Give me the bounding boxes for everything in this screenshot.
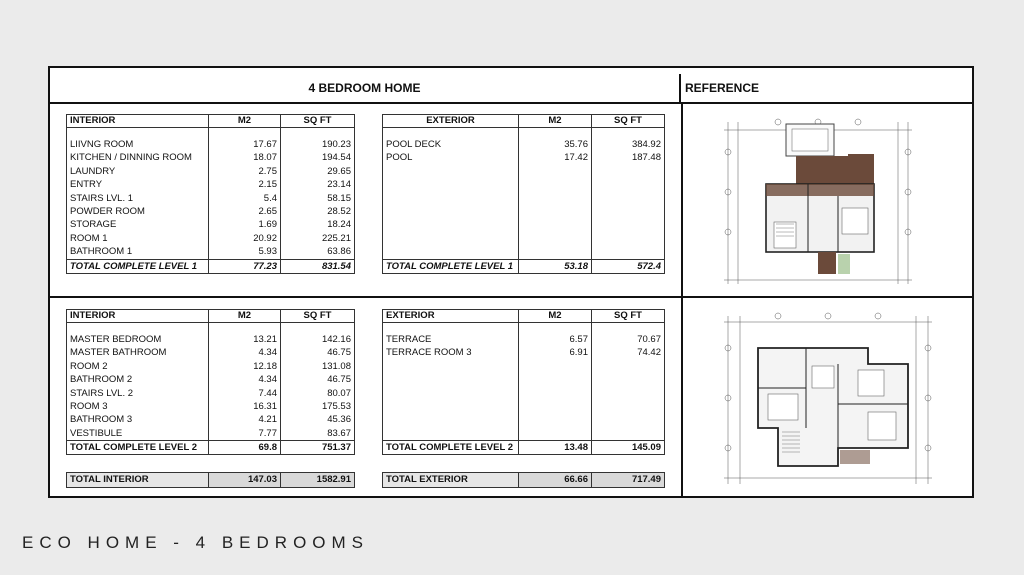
total-exterior-sqft: 717.49 bbox=[592, 473, 665, 488]
table-row-cell: 1.69 bbox=[209, 218, 281, 231]
empty-row-cell bbox=[383, 360, 519, 373]
total-exterior-m2: 66.66 bbox=[519, 473, 592, 488]
table-total-row bbox=[67, 441, 355, 455]
table-row-cell: 18.07 bbox=[209, 151, 281, 164]
table-row-cell: LAUNDRY bbox=[67, 165, 209, 178]
table-row-cell: BATHROOM 2 bbox=[67, 373, 209, 386]
empty-row-cell bbox=[592, 387, 665, 400]
table-header bbox=[383, 310, 665, 323]
table-header-cell: EXTERIOR bbox=[383, 310, 519, 323]
empty-row bbox=[383, 218, 665, 231]
empty-row-cell bbox=[383, 218, 519, 231]
table-row-cell: 4.34 bbox=[209, 346, 281, 359]
table-row-cell: STAIRS LVL. 1 bbox=[67, 192, 209, 205]
table-row bbox=[67, 360, 355, 373]
spacer-row-cell bbox=[592, 128, 665, 139]
table-row bbox=[383, 333, 665, 346]
table-row-cell: STORAGE bbox=[67, 218, 209, 231]
table-row-cell: 45.36 bbox=[281, 413, 355, 426]
table-row-cell: STAIRS LVL. 2 bbox=[67, 387, 209, 400]
table-row bbox=[67, 218, 355, 231]
table-row-cell: 7.77 bbox=[209, 427, 281, 441]
total-exterior-row bbox=[382, 472, 665, 488]
empty-row-cell bbox=[592, 205, 665, 218]
table-row-cell: 4.34 bbox=[209, 373, 281, 386]
total-interior-m2: 147.03 bbox=[209, 473, 281, 488]
spacer-row bbox=[383, 323, 665, 334]
table-total-row bbox=[383, 259, 665, 273]
empty-row-cell bbox=[592, 192, 665, 205]
table-row-cell: LIIVNG ROOM bbox=[67, 138, 209, 151]
empty-row-cell bbox=[592, 413, 665, 426]
table-row bbox=[383, 151, 665, 164]
spacer-row bbox=[67, 323, 355, 334]
spacer-row bbox=[383, 128, 665, 139]
empty-row-cell bbox=[592, 427, 665, 441]
table-row-cell: 6.57 bbox=[519, 333, 592, 346]
level-divider bbox=[50, 296, 972, 298]
empty-row bbox=[383, 205, 665, 218]
table-total-row bbox=[67, 259, 355, 273]
level1-interior-table bbox=[66, 114, 355, 274]
table-row-cell: 2.75 bbox=[209, 165, 281, 178]
table-row-cell: 13.21 bbox=[209, 333, 281, 346]
table-row bbox=[67, 138, 355, 151]
table-row-cell: BATHROOM 1 bbox=[67, 245, 209, 259]
empty-row-cell bbox=[383, 400, 519, 413]
empty-row-cell bbox=[383, 178, 519, 191]
table-header-cell: INTERIOR bbox=[67, 310, 209, 323]
empty-row-cell bbox=[592, 178, 665, 191]
empty-row bbox=[383, 413, 665, 426]
table-row-cell: 35.76 bbox=[519, 138, 592, 151]
table-header-cell: SQ FT bbox=[592, 310, 665, 323]
table-row-cell: 190.23 bbox=[281, 138, 355, 151]
empty-row-cell bbox=[519, 218, 592, 231]
table-row bbox=[67, 165, 355, 178]
table-total-row-cell: 53.18 bbox=[519, 259, 592, 273]
table-header bbox=[67, 115, 355, 128]
floor-plan-level1-image bbox=[718, 112, 918, 292]
table-row bbox=[67, 427, 355, 441]
empty-row-cell bbox=[592, 165, 665, 178]
table-row-cell: 23.14 bbox=[281, 178, 355, 191]
empty-row-cell bbox=[519, 165, 592, 178]
table-row-cell: 2.15 bbox=[209, 178, 281, 191]
table-row-cell: 58.15 bbox=[281, 192, 355, 205]
table-row bbox=[67, 387, 355, 400]
empty-row bbox=[383, 232, 665, 245]
spacer-row-cell bbox=[519, 323, 592, 334]
page-title: ECO HOME - 4 BEDROOMS bbox=[22, 533, 370, 552]
table-row-cell: 5.4 bbox=[209, 192, 281, 205]
table-header-cell: M2 bbox=[209, 310, 281, 323]
table-row bbox=[67, 178, 355, 191]
table-row bbox=[383, 346, 665, 359]
table-row-cell: ROOM 3 bbox=[67, 400, 209, 413]
empty-row-cell bbox=[383, 413, 519, 426]
table-row-cell: 70.67 bbox=[592, 333, 665, 346]
table-row-cell: 194.54 bbox=[281, 151, 355, 164]
table-row-cell: 2.65 bbox=[209, 205, 281, 218]
table-row-cell: POOL DECK bbox=[383, 138, 519, 151]
empty-row-cell bbox=[519, 232, 592, 245]
table-header-cell: M2 bbox=[209, 115, 281, 128]
table-row-cell: MASTER BATHROOM bbox=[67, 346, 209, 359]
table-total-row-cell: 69.8 bbox=[209, 441, 281, 455]
table-header-cell: M2 bbox=[519, 310, 592, 323]
table-row-cell: 12.18 bbox=[209, 360, 281, 373]
table-row-cell: 6.91 bbox=[519, 346, 592, 359]
table-row-cell: VESTIBULE bbox=[67, 427, 209, 441]
empty-row-cell bbox=[519, 245, 592, 259]
empty-row-cell bbox=[592, 232, 665, 245]
table-row-cell: 46.75 bbox=[281, 373, 355, 386]
level1-exterior-table bbox=[382, 114, 665, 274]
table-row-cell: ENTRY bbox=[67, 178, 209, 191]
table-row-cell: ROOM 1 bbox=[67, 232, 209, 245]
total-exterior-label: TOTAL EXTERIOR bbox=[383, 473, 519, 488]
table-row-cell: 20.92 bbox=[209, 232, 281, 245]
table-row-cell: MASTER BEDROOM bbox=[67, 333, 209, 346]
table-row bbox=[67, 192, 355, 205]
empty-row-cell bbox=[383, 192, 519, 205]
table-row bbox=[383, 138, 665, 151]
empty-row bbox=[383, 165, 665, 178]
level2-exterior-table bbox=[382, 309, 665, 455]
table-row-cell: 28.52 bbox=[281, 205, 355, 218]
table-total-row-cell: 572.4 bbox=[592, 259, 665, 273]
empty-row-cell bbox=[383, 232, 519, 245]
empty-row-cell bbox=[383, 387, 519, 400]
spacer-row-cell bbox=[67, 323, 209, 334]
table-row bbox=[67, 333, 355, 346]
empty-row-cell bbox=[383, 427, 519, 441]
spacer-row-cell bbox=[209, 323, 281, 334]
table-row-cell: KITCHEN / DINNING ROOM bbox=[67, 151, 209, 164]
table-total-row-cell: 145.09 bbox=[592, 441, 665, 455]
table-row-cell: ROOM 2 bbox=[67, 360, 209, 373]
spacer-row bbox=[67, 128, 355, 139]
empty-row-cell bbox=[519, 387, 592, 400]
empty-row-cell bbox=[519, 400, 592, 413]
table-row-cell: TERRACE ROOM 3 bbox=[383, 346, 519, 359]
empty-row-cell bbox=[592, 218, 665, 231]
table-row bbox=[67, 151, 355, 164]
table-total-row-cell: TOTAL COMPLETE LEVEL 1 bbox=[67, 259, 209, 273]
reference-heading: REFERENCE bbox=[681, 74, 972, 104]
table-row bbox=[67, 205, 355, 218]
empty-row bbox=[383, 387, 665, 400]
table-row-cell: 175.53 bbox=[281, 400, 355, 413]
table-header-cell: SQ FT bbox=[281, 115, 355, 128]
table-row bbox=[67, 373, 355, 386]
spacer-row-cell bbox=[281, 128, 355, 139]
table-row-cell: 384.92 bbox=[592, 138, 665, 151]
table-row-cell: 83.67 bbox=[281, 427, 355, 441]
floor-plan-level2-image bbox=[718, 308, 938, 488]
empty-row bbox=[383, 192, 665, 205]
empty-row bbox=[383, 178, 665, 191]
table-row-cell: 46.75 bbox=[281, 346, 355, 359]
table-row bbox=[67, 346, 355, 359]
table-row-cell: 17.42 bbox=[519, 151, 592, 164]
table-row-cell: 18.24 bbox=[281, 218, 355, 231]
vertical-divider bbox=[681, 104, 683, 498]
sheet-title: 4 BEDROOM HOME bbox=[50, 74, 681, 104]
empty-row-cell bbox=[592, 400, 665, 413]
table-total-row-cell: 77.23 bbox=[209, 259, 281, 273]
table-header-cell: INTERIOR bbox=[67, 115, 209, 128]
table-row-cell: 142.16 bbox=[281, 333, 355, 346]
empty-row-cell bbox=[592, 360, 665, 373]
table-row-cell: 225.21 bbox=[281, 232, 355, 245]
table-row-cell: TERRACE bbox=[383, 333, 519, 346]
table-row-cell: 63.86 bbox=[281, 245, 355, 259]
table-row-cell: 4.21 bbox=[209, 413, 281, 426]
table-row-cell: 187.48 bbox=[592, 151, 665, 164]
table-row-cell: 74.42 bbox=[592, 346, 665, 359]
table-total-row-cell: TOTAL COMPLETE LEVEL 2 bbox=[383, 441, 519, 455]
empty-row-cell bbox=[519, 413, 592, 426]
empty-row-cell bbox=[592, 245, 665, 259]
empty-row-cell bbox=[519, 427, 592, 441]
total-interior-sqft: 1582.91 bbox=[281, 473, 355, 488]
table-row-cell: 16.31 bbox=[209, 400, 281, 413]
empty-row-cell bbox=[519, 360, 592, 373]
table-total-row bbox=[383, 441, 665, 455]
table-total-row-cell: 831.54 bbox=[281, 259, 355, 273]
empty-row-cell bbox=[592, 373, 665, 386]
empty-row-cell bbox=[383, 205, 519, 218]
empty-row bbox=[383, 360, 665, 373]
empty-row bbox=[383, 245, 665, 259]
empty-row-cell bbox=[383, 165, 519, 178]
table-row-cell: 131.08 bbox=[281, 360, 355, 373]
spacer-row-cell bbox=[281, 323, 355, 334]
spacer-row-cell bbox=[519, 128, 592, 139]
total-interior-row bbox=[66, 472, 355, 488]
table-header-cell: EXTERIOR bbox=[383, 115, 519, 128]
table-row bbox=[67, 232, 355, 245]
area-schedule-sheet bbox=[48, 66, 974, 498]
empty-row-cell bbox=[519, 178, 592, 191]
spacer-row-cell bbox=[67, 128, 209, 139]
table-total-row-cell: 13.48 bbox=[519, 441, 592, 455]
empty-row-cell bbox=[519, 205, 592, 218]
table-row-cell: 29.65 bbox=[281, 165, 355, 178]
table-total-row-cell: TOTAL COMPLETE LEVEL 1 bbox=[383, 259, 519, 273]
table-row-cell: 7.44 bbox=[209, 387, 281, 400]
empty-row bbox=[383, 373, 665, 386]
empty-row bbox=[383, 427, 665, 441]
table-row-cell: POOL bbox=[383, 151, 519, 164]
table-row-cell: 17.67 bbox=[209, 138, 281, 151]
empty-row-cell bbox=[383, 373, 519, 386]
table-header-cell: SQ FT bbox=[592, 115, 665, 128]
table-row-cell: 80.07 bbox=[281, 387, 355, 400]
table-row-cell: BATHROOM 3 bbox=[67, 413, 209, 426]
spacer-row-cell bbox=[209, 128, 281, 139]
level2-interior-table bbox=[66, 309, 355, 455]
table-header-cell: SQ FT bbox=[281, 310, 355, 323]
table-row-cell: 5.93 bbox=[209, 245, 281, 259]
table-header bbox=[67, 310, 355, 323]
spacer-row-cell bbox=[592, 323, 665, 334]
table-row bbox=[67, 413, 355, 426]
table-header bbox=[383, 115, 665, 128]
empty-row bbox=[383, 400, 665, 413]
empty-row-cell bbox=[383, 245, 519, 259]
table-row-cell: POWDER ROOM bbox=[67, 205, 209, 218]
spacer-row-cell bbox=[383, 323, 519, 334]
total-interior-label: TOTAL INTERIOR bbox=[67, 473, 209, 488]
spacer-row-cell bbox=[383, 128, 519, 139]
table-row bbox=[67, 400, 355, 413]
empty-row-cell bbox=[519, 373, 592, 386]
table-row bbox=[67, 245, 355, 259]
table-header-cell: M2 bbox=[519, 115, 592, 128]
empty-row-cell bbox=[519, 192, 592, 205]
table-total-row-cell: 751.37 bbox=[281, 441, 355, 455]
table-total-row-cell: TOTAL COMPLETE LEVEL 2 bbox=[67, 441, 209, 455]
